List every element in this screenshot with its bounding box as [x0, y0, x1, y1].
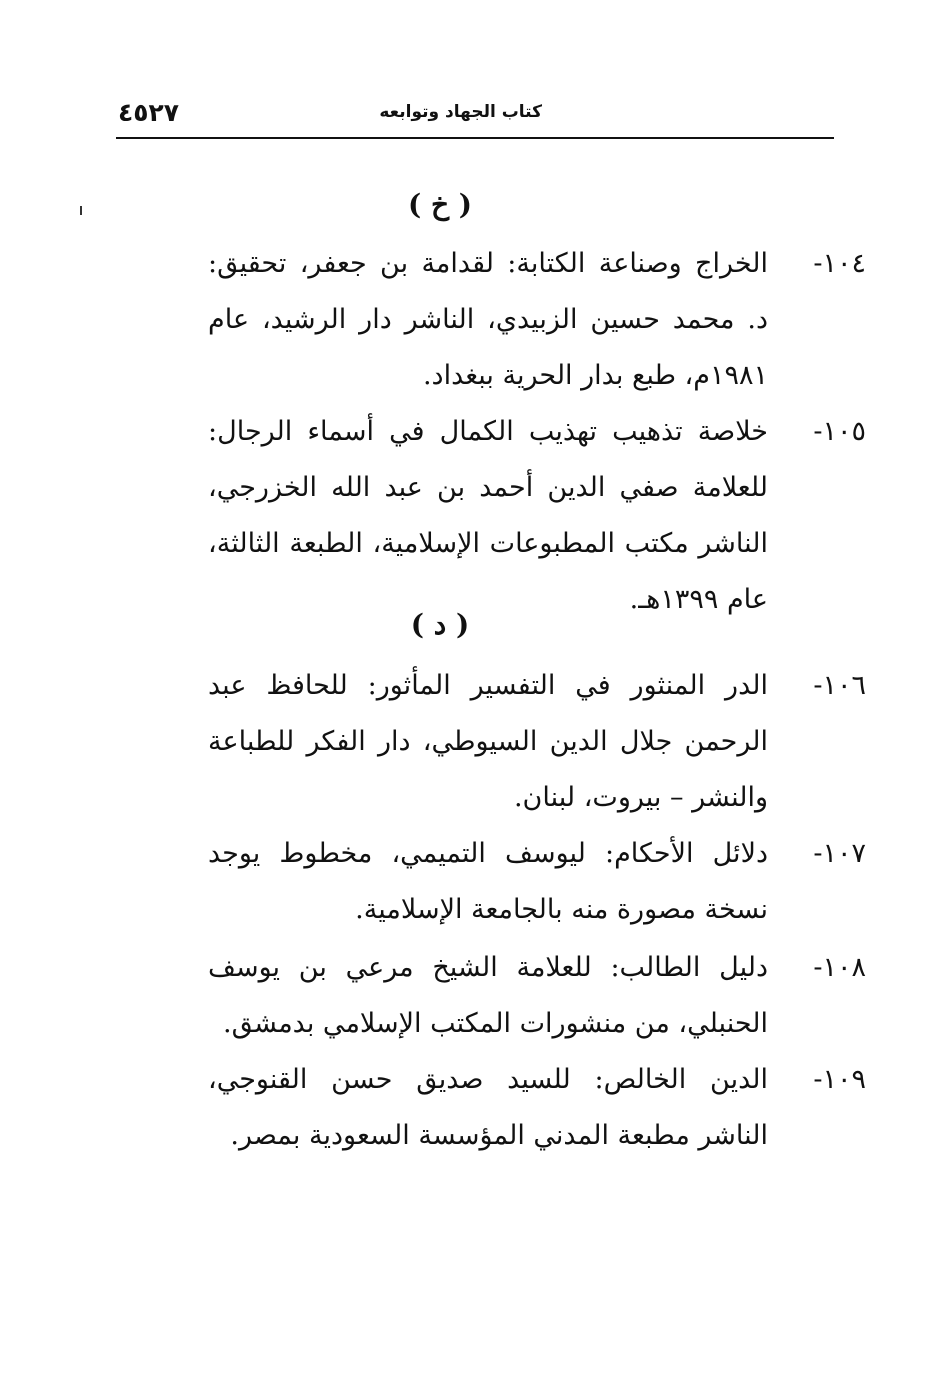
section-heading-kha: ( خ ) — [407, 188, 473, 221]
bibliography-entry: الدر المنثور في التفسير المأثور: للحافظ عبد الرحمن جلال الدين السيوطي، دار الفكر للطباعة والنشر – بيروت، لبنان. — [208, 670, 768, 813]
entry-number: ١٠٧- — [813, 838, 866, 869]
entry-number: ١٠٥- — [813, 416, 866, 447]
header-rule — [116, 137, 834, 139]
section-heading-dal: ( د ) — [410, 608, 470, 641]
entry-number: ١٠٩- — [813, 1064, 866, 1095]
bibliography-entry: دلائل الأحكام: ليوسف التميمي، مخطوط يوجد نسخة مصورة منه بالجامعة الإسلامية. — [208, 838, 768, 925]
page-number: ٤٥٢٧ — [118, 98, 180, 127]
entry-number: ١٠٤- — [813, 248, 866, 279]
bibliography-entry: الدين الخالص: للسيد صديق حسن القنوجي، الناشر مطبعة المدني المؤسسة السعودية بمصر. — [208, 1064, 768, 1151]
running-title: كتاب الجهاد وتوابعه — [379, 102, 542, 122]
bibliography-entry: الخراج وصناعة الكتابة: لقدامة بن جعفر، تحقيق: د. محمد حسين الزبيدي، الناشر دار الرشيد، عام ١٩٨١م، طبع بدار الحرية ببغداد. — [208, 248, 768, 391]
page-header — [116, 100, 834, 134]
bibliography-entry: خلاصة تذهيب تهذيب الكمال في أسماء الرجال: للعلامة صفي الدين أحمد بن عبد الله الخزرجي، الناشر مكتب المطبوعات الإسلامية، الطبعة الثالثة، عام ١٣٩٩هـ. — [208, 416, 768, 615]
bibliography-entry: دليل الطالب: للعلامة الشيخ مرعي بن يوسف الحنبلي، من منشورات المكتب الإسلامي بدمشق. — [208, 952, 768, 1039]
scan-mark — [80, 206, 82, 215]
entry-number: ١٠٦- — [813, 670, 866, 701]
entry-number: ١٠٨- — [813, 952, 866, 983]
